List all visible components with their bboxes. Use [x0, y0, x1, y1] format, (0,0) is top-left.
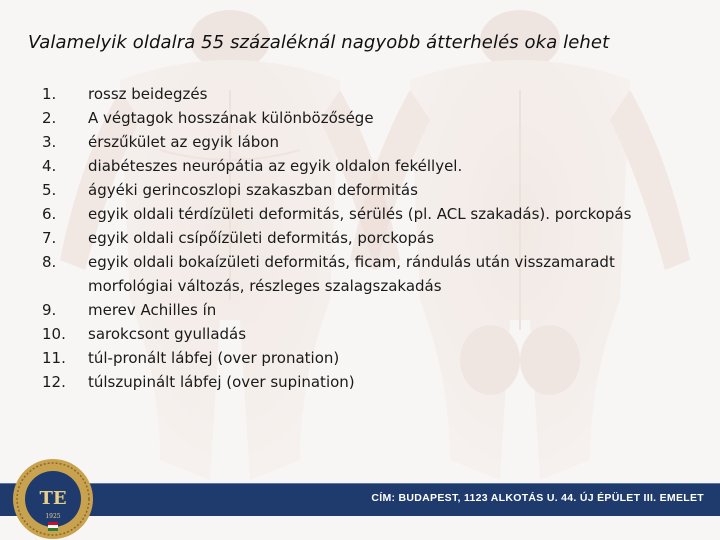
list-number: 6.	[42, 205, 57, 223]
list-item	[42, 106, 702, 130]
list-number: 1.	[42, 85, 57, 103]
flag-white-stripe	[48, 525, 58, 528]
list-text: A végtagok hosszának különbözősége	[88, 109, 374, 127]
list-number: 2.	[42, 109, 57, 127]
list-number: 5.	[42, 181, 57, 199]
list-text: túl-pronált lábfej (over pronation)	[88, 349, 340, 367]
list-text: egyik oldali térdízületi deformitás, sérülés (pl. ACL szakadás). porckopás	[88, 205, 632, 223]
list-text: érszűkület az egyik lábon	[88, 133, 280, 151]
list-number: 3.	[42, 133, 57, 151]
list-item	[42, 226, 702, 250]
list-number: 12.	[42, 373, 66, 391]
list-number: 8.	[42, 253, 57, 271]
list-number: 11.	[42, 349, 66, 367]
footer-address: CÍM: BUDAPEST, 1123 ALKOTÁS U. 44. ÚJ ÉPÜLET III. EMELET	[371, 492, 704, 504]
list-item	[42, 370, 702, 394]
list-item	[42, 178, 702, 202]
list-text: ágyéki gerincoszlopi szakaszban deformitás	[88, 181, 418, 199]
seal-letters: TE	[39, 488, 67, 509]
list-item	[42, 130, 702, 154]
list-item	[42, 322, 702, 346]
list-item	[42, 346, 702, 370]
cause-list	[42, 82, 702, 394]
list-item	[42, 298, 702, 322]
university-seal-logo	[8, 457, 98, 540]
list-number: 4.	[42, 157, 57, 175]
list-item	[42, 250, 702, 298]
list-text: rossz beidegzés	[88, 85, 208, 103]
flag-green-stripe	[48, 528, 58, 531]
list-text: egyik oldali csípőízületi deformitás, porckopás	[88, 229, 435, 247]
list-item	[42, 202, 702, 226]
flag-red-stripe	[48, 522, 58, 525]
list-text: merev Achilles ín	[88, 301, 217, 319]
seal-year: 1925	[45, 513, 61, 520]
list-number: 9.	[42, 301, 57, 319]
list-text: túlszupinált lábfej (over supination)	[88, 373, 355, 391]
list-item	[42, 154, 702, 178]
list-number: 7.	[42, 229, 57, 247]
list-item	[42, 82, 702, 106]
list-number: 10.	[42, 325, 66, 343]
footer-bar	[0, 483, 720, 516]
slide-title: Valamelyik oldalra 55 százaléknál nagyobb átterhelés oka lehet	[28, 32, 610, 53]
list-text: sarokcsont gyulladás	[88, 325, 247, 343]
list-text: diabéteszes neurópátia az egyik oldalon fekéllyel.	[88, 157, 463, 175]
list-text: egyik oldali bokaízületi deformitás, ficam, rándulás után visszamaradt morfológiai változás, részleges szalagszakadás	[88, 253, 615, 295]
